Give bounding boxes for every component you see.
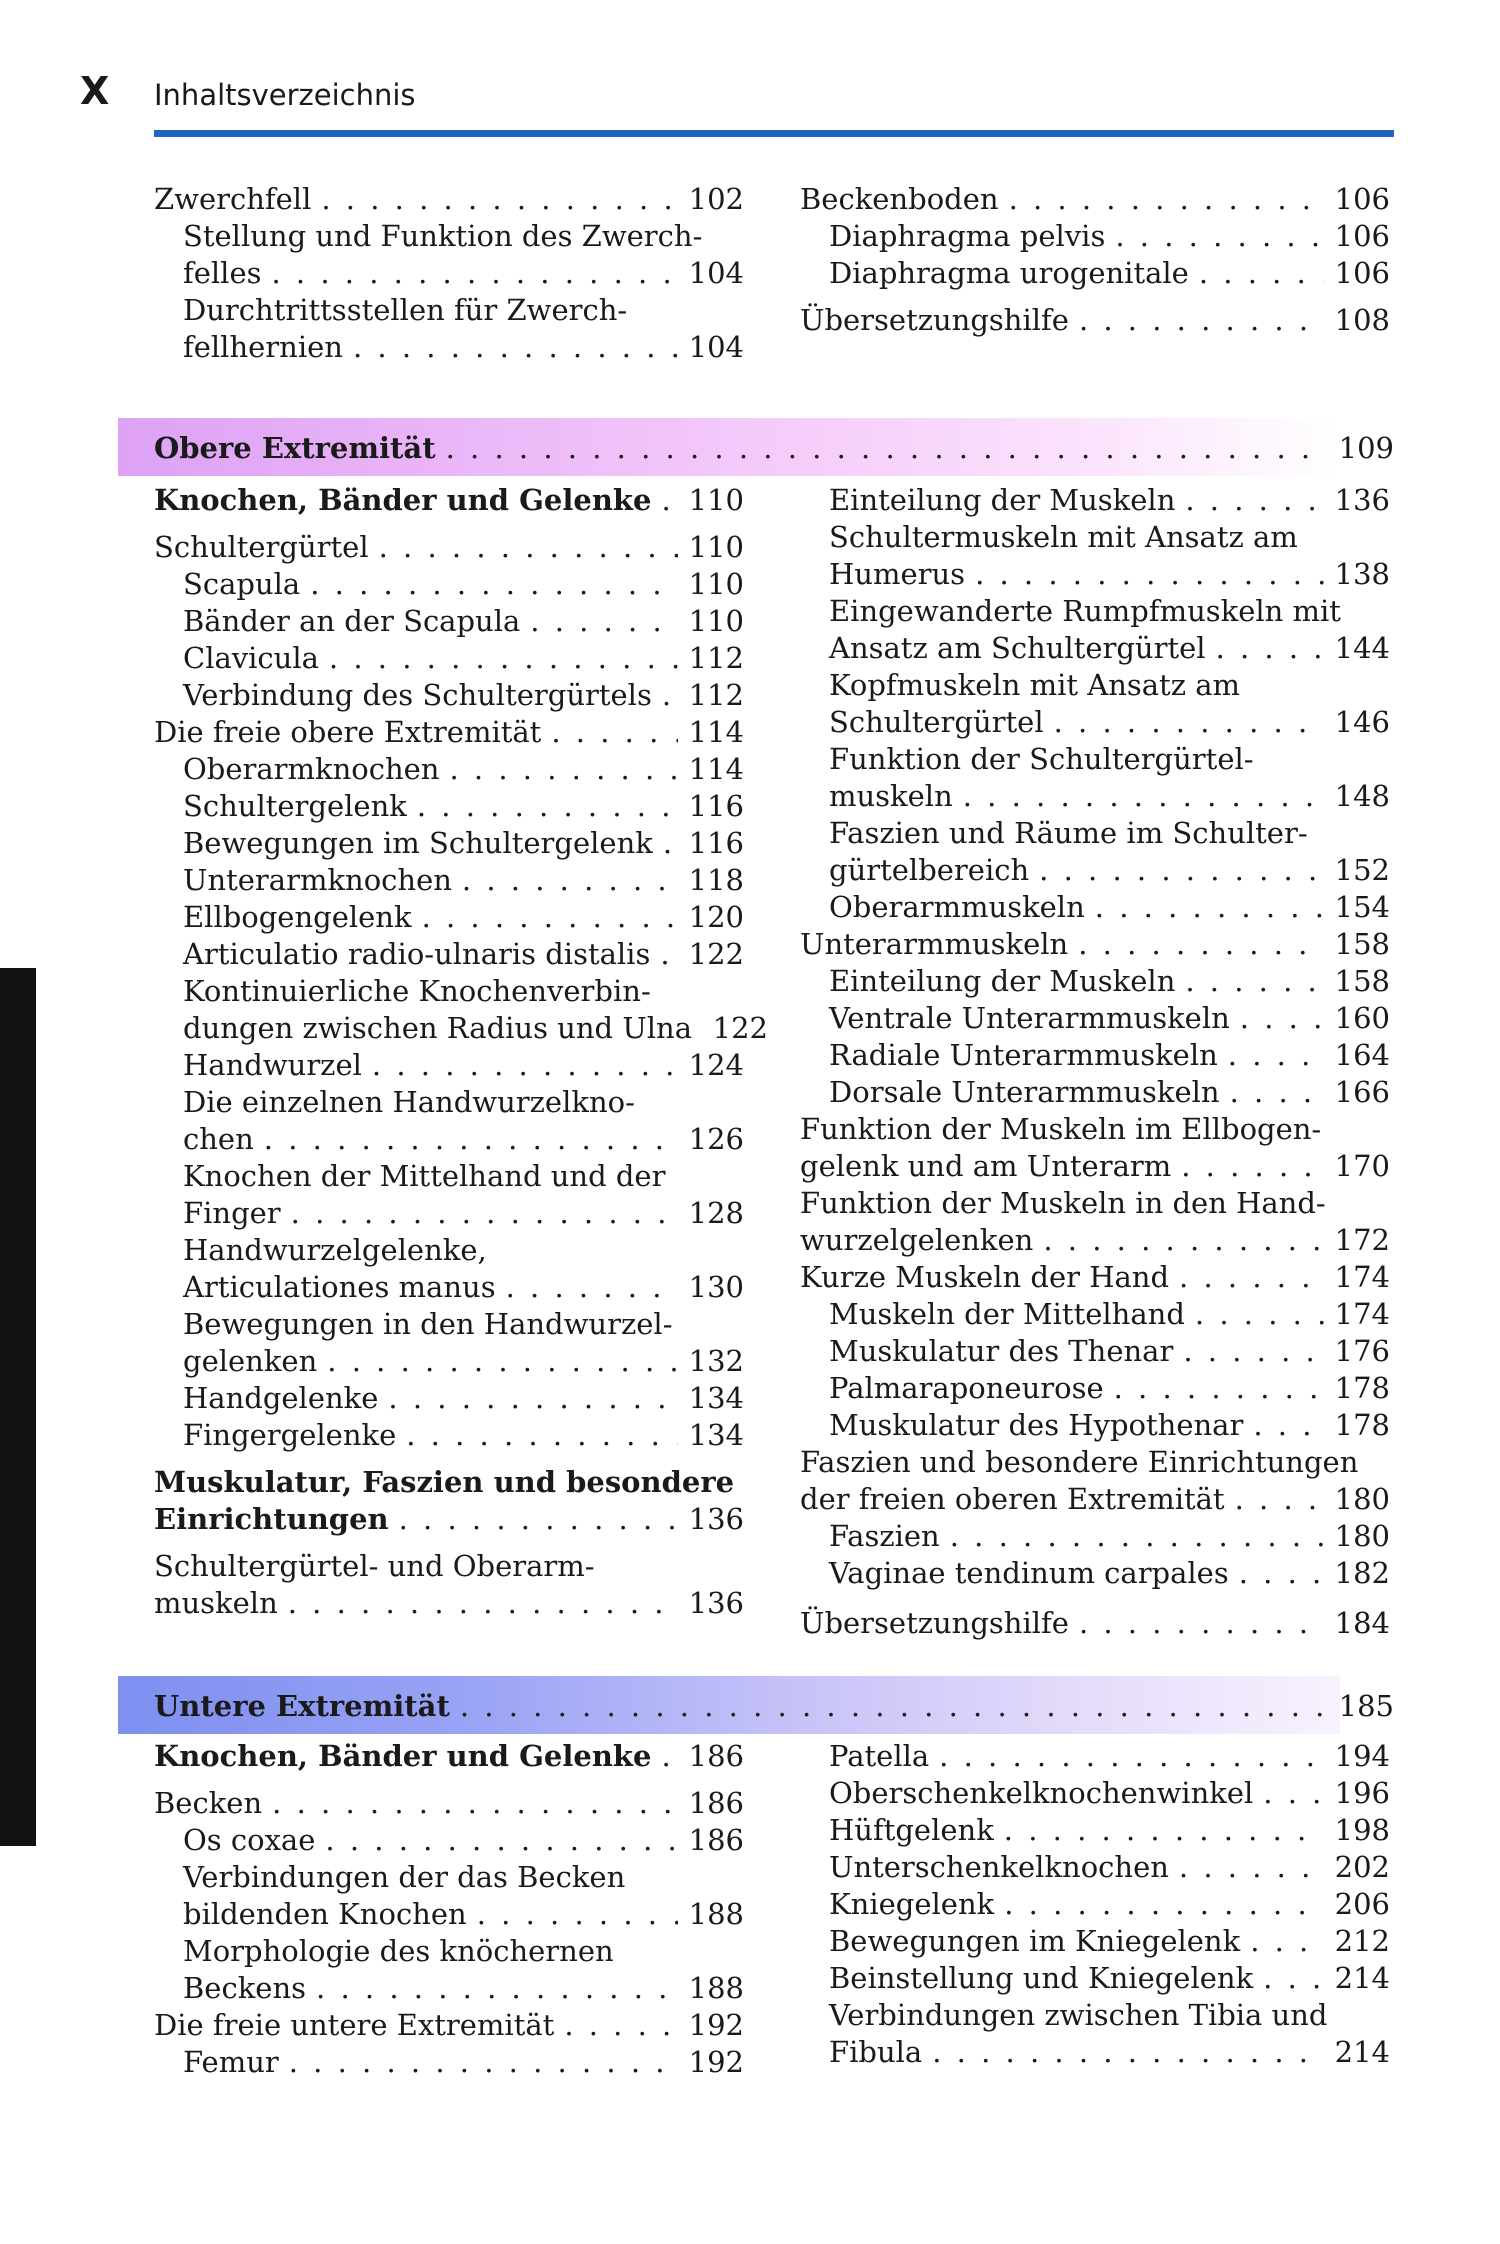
toc-entry[interactable]: muskeln . . . 148 — [800, 778, 1390, 815]
toc-entry[interactable]: Unterschenkelknochen . . . 202 — [800, 1849, 1390, 1886]
toc-entry-line: Verbindungen der das Becken — [183, 1860, 626, 1894]
toc-entry[interactable]: Knochen, Bänder und Gelenke . . . 186 — [154, 1738, 744, 1775]
toc-entry[interactable]: Dorsale Unterarmmuskeln . . . 166 — [800, 1074, 1390, 1111]
toc-entry[interactable]: Diaphragma pelvis . . . 106 — [800, 218, 1390, 255]
toc-entry[interactable]: Handgelenke . . . 134 — [154, 1380, 744, 1417]
toc-entry[interactable]: Die freie obere Extremität . . . 114 — [154, 714, 744, 751]
toc-entry[interactable]: Oberschenkelknochenwinkel . . . 196 — [800, 1775, 1390, 1812]
toc-entry[interactable]: gelenk und am Unterarm . . . 170 — [800, 1148, 1390, 1185]
toc-entry[interactable]: fellhernien . . . 104 — [154, 329, 744, 366]
toc-entry[interactable]: Schultergürtel . . . 146 — [800, 704, 1390, 741]
toc-entry[interactable]: Beinstellung und Kniegelenk . . . 214 — [800, 1960, 1390, 1997]
toc-entry[interactable]: Handwurzel . . . 124 — [154, 1047, 744, 1084]
toc-entry[interactable]: Einrichtungen . . . 136 — [154, 1501, 744, 1538]
toc-entry[interactable]: Muskulatur des Thenar . . . 176 — [800, 1333, 1390, 1370]
toc-entry[interactable]: Radiale Unterarmmuskeln . . . 164 — [800, 1037, 1390, 1074]
toc-entry[interactable]: Schultergelenk . . . 116 — [154, 788, 744, 825]
section-heading-lower-limb[interactable]: Untere Extremität . . . 185 — [154, 1686, 1394, 1726]
toc-entry[interactable]: der freien oberen Extremität . . . 180 — [800, 1481, 1390, 1518]
toc-entry[interactable]: Muskulatur des Hypothenar . . . 178 — [800, 1407, 1390, 1444]
toc-entry[interactable]: Übersetzungshilfe . . . 184 — [800, 1605, 1390, 1642]
toc-entry-line: Die einzelnen Handwurzelkno- — [183, 1085, 635, 1119]
toc-entry[interactable]: Faszien . . . 180 — [800, 1518, 1390, 1555]
toc-entry[interactable]: Einteilung der Muskeln . . . 158 — [800, 963, 1390, 1000]
toc-entry[interactable]: Oberarmmuskeln . . . 154 — [800, 889, 1390, 926]
toc-entry[interactable]: Oberarmknochen . . . 114 — [154, 751, 744, 788]
toc-entry[interactable]: Übersetzungshilfe . . . 108 — [800, 302, 1390, 339]
toc-entry-line: Knochen der Mittelhand und der — [183, 1159, 666, 1193]
toc-entry-line: Stellung und Funktion des Zwerch- — [183, 219, 703, 253]
toc-entry-line: Schultergürtel- und Oberarm- — [154, 1549, 595, 1583]
toc-entry[interactable]: Unterarmmuskeln . . . 158 — [800, 926, 1390, 963]
toc-entry[interactable]: Ellbogengelenk . . . 120 — [154, 899, 744, 936]
toc-entry-line: Bewegungen in den Handwurzel- — [183, 1307, 673, 1341]
toc-entry[interactable]: gürtelbereich . . . 152 — [800, 852, 1390, 889]
toc-entry-line: Schultermuskeln mit Ansatz am — [829, 520, 1298, 554]
toc-entry[interactable]: Ventrale Unterarmmuskeln . . . 160 — [800, 1000, 1390, 1037]
toc-entry[interactable]: Bewegungen im Kniegelenk . . . 212 — [800, 1923, 1390, 1960]
toc-entry-line: Funktion der Schultergürtel- — [829, 742, 1254, 776]
toc-entry-line: Kopfmuskeln mit Ansatz am — [829, 668, 1240, 702]
toc-entry[interactable]: Muskeln der Mittelhand . . . 174 — [800, 1296, 1390, 1333]
toc-entry[interactable]: Clavicula . . . 112 — [154, 640, 744, 677]
toc-entry[interactable]: Unterarmknochen . . . 118 — [154, 862, 744, 899]
toc-entry[interactable]: Humerus . . . 138 — [800, 556, 1390, 593]
toc-entry[interactable]: chen . . . 126 — [154, 1121, 744, 1158]
toc-lower-left-column — [154, 1738, 744, 2081]
toc-entry-line: Durchtrittsstellen für Zwerch- — [183, 293, 628, 327]
toc-entry[interactable]: Fingergelenke . . . 134 — [154, 1417, 744, 1454]
page-number-marker: X — [80, 69, 110, 113]
toc-entry-line: Handwurzelgelenke, — [183, 1233, 487, 1267]
toc-entry[interactable]: Hüftgelenk . . . 198 — [800, 1812, 1390, 1849]
toc-entry[interactable]: Bewegungen im Schultergelenk . . . 116 — [154, 825, 744, 862]
toc-entry[interactable]: Articulatio radio-ulnaris distalis . . . 122 — [154, 936, 744, 973]
toc-entry[interactable]: wurzelgelenken . . . 172 — [800, 1222, 1390, 1259]
toc-entry[interactable]: Beckenboden . . . 106 — [800, 181, 1390, 218]
toc-entry[interactable]: Ansatz am Schultergürtel . . . 144 — [800, 630, 1390, 667]
toc-upper-left-column — [154, 482, 769, 1622]
toc-entry[interactable]: Vaginae tendinum carpales . . . 182 — [800, 1555, 1390, 1592]
toc-entry[interactable]: Verbindung des Schultergürtels . . . 112 — [154, 677, 744, 714]
toc-entry[interactable]: bildenden Knochen . . . 188 — [154, 1896, 744, 1933]
toc-entry[interactable]: felles . . . 104 — [154, 255, 744, 292]
running-title: Inhaltsverzeichnis — [154, 78, 416, 112]
toc-top-left-column — [154, 181, 744, 366]
toc-entry[interactable]: Becken . . . 186 — [154, 1785, 744, 1822]
toc-entry[interactable]: Bänder an der Scapula . . . 110 — [154, 603, 744, 640]
toc-entry-line: Morphologie des knöchernen — [183, 1934, 614, 1968]
header-rule — [154, 130, 1394, 137]
toc-entry-line: Verbindungen zwischen Tibia und — [829, 1998, 1328, 2032]
toc-entry[interactable]: gelenken . . . 132 — [154, 1343, 744, 1380]
toc-entry[interactable]: Fibula . . . 214 — [800, 2034, 1390, 2071]
toc-entry-line: Funktion der Muskeln im Ellbogen- — [800, 1112, 1322, 1146]
toc-entry[interactable]: dungen zwischen Radius und Ulna 122 — [183, 1011, 769, 1045]
toc-entry[interactable]: Os coxae . . . 186 — [154, 1822, 744, 1859]
toc-entry[interactable]: Beckens . . . 188 — [154, 1970, 744, 2007]
toc-top-right-column — [800, 181, 1390, 339]
toc-entry-line: Funktion der Muskeln in den Hand- — [800, 1186, 1326, 1220]
toc-entry[interactable]: muskeln . . . 136 — [154, 1585, 744, 1622]
toc-entry-line: Faszien und Räume im Schulter- — [829, 816, 1308, 850]
toc-entry[interactable]: Scapula . . . 110 — [154, 566, 744, 603]
toc-entry[interactable]: Zwerchfell . . . 102 — [154, 181, 744, 218]
toc-entry-line: Muskulatur, Faszien und besondere — [154, 1465, 735, 1499]
toc-lower-right-column — [800, 1738, 1390, 2071]
toc-entry[interactable]: Schultergürtel . . . 110 — [154, 529, 744, 566]
toc-entry[interactable]: Patella . . . 194 — [800, 1738, 1390, 1775]
toc-entry[interactable]: Articulationes manus . . . 130 — [154, 1269, 744, 1306]
toc-entry[interactable]: Palmaraponeurose . . . 178 — [800, 1370, 1390, 1407]
toc-entry-line: Eingewanderte Rumpfmuskeln mit — [829, 594, 1341, 628]
toc-entry[interactable]: Finger . . . 128 — [154, 1195, 744, 1232]
toc-entry-line: Faszien und besondere Einrichtungen — [800, 1445, 1359, 1479]
toc-entry[interactable]: Femur . . . 192 — [154, 2044, 744, 2081]
section-heading-upper-limb[interactable]: Obere Extremität . . . 109 — [154, 428, 1394, 468]
toc-upper-right-column — [800, 482, 1390, 1642]
toc-entry[interactable]: Die freie untere Extremität . . . 192 — [154, 2007, 744, 2044]
edge-thumb-tab — [0, 968, 36, 1846]
toc-entry[interactable]: Einteilung der Muskeln . . . 136 — [800, 482, 1390, 519]
toc-entry[interactable]: Diaphragma urogenitale . . . 106 — [800, 255, 1390, 292]
toc-entry[interactable]: Kurze Muskeln der Hand . . . 174 — [800, 1259, 1390, 1296]
toc-entry[interactable]: Kniegelenk . . . 206 — [800, 1886, 1390, 1923]
toc-entry[interactable]: Knochen, Bänder und Gelenke . . . 110 — [154, 482, 744, 519]
toc-entry-line: Kontinuierliche Knochenverbin- — [183, 974, 651, 1008]
page-header — [0, 0, 1500, 140]
